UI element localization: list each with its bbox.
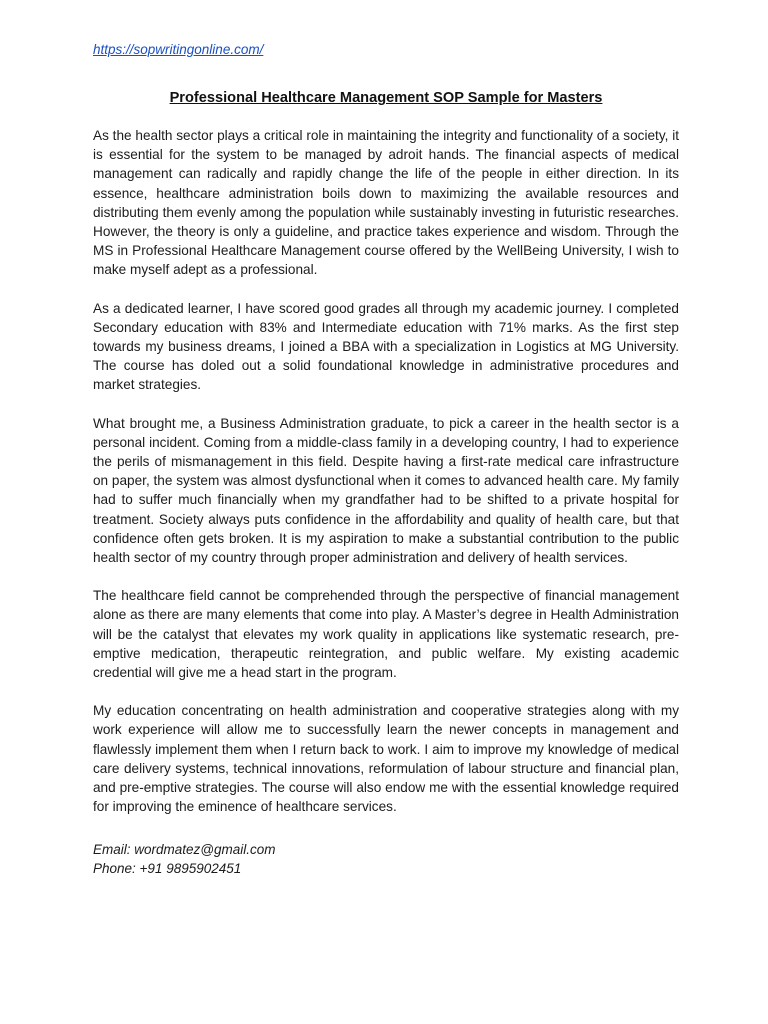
paragraph-intro: As the health sector plays a critical role in maintaining the integrity and functionality of a society, it is essential for the system to be managed by adroit hands. The financial aspects of medical management can radically and rapidly change the life of the people in either direction. In its essence, healthcare administration boils down to maximizing the available resources and distributing them evenly among the population while sustainably investing in futuristic researches. However, the theory is only a guideline, and practice takes experience and wisdom. Through the MS in Professional Healthcare Management course offered by the WellBeing University, I wish to make myself adept as a professional. [93,128,679,278]
document-body [93,126,679,817]
paragraph-academics: As a dedicated learner, I have scored good grades all through my academic journey. I completed Secondary education with 83% and Intermediate education with 71% marks. As the first step towards my business dreams, I joined a BBA with a specialization in Logistics at MG University. The course has doled out a solid foundational knowledge in administrative procedures and market strategies. [93,300,679,393]
website-link[interactable]: https://sopwritingonline.com/ [93,42,264,57]
contact-email: Email: wordmatez@gmail.com [93,841,276,857]
paragraph-motivation: What brought me, a Business Administration graduate, to pick a career in the health sector is a personal incident. Coming from a middle-class family in a developing country, I had to experience the perils of mismanagement in this field. Despite having a first-rate medical care infrastructure on paper, the system was almost dysfunctional when it comes to advanced health care. My family had to suffer much financially when my grandfather had to be shifted to a private hospital for treatment. Society always puts confidence in the affordability and quality of health care, but that confidence often gets broken. It is my aspiration to make a substantial contribution to the public health sector of my country through proper administration and delivery of health services. [93,415,679,566]
paragraph-goals: My education concentrating on health administration and cooperative strategies along with my work experience will allow me to successfully learn the newer concepts in management and flawlessly implement them when I return back to work. I aim to improve my knowledge of medical care delivery systems, technical innovations, reformulation of labour structure and financial plan, and pre-emptive strategies. The course will also endow me with the essential knowledge required for improving the eminence of healthcare services. [93,703,679,815]
document-title: Professional Healthcare Management SOP Sample for Masters [169,90,603,106]
paragraph-degree-value: The healthcare field cannot be comprehended through the perspective of financial management alone as there are many elements that come into play. A Master’s degree in Health Administration will be the catalyst that elevates my work quality in applications like systematic research, pre-emptive medication, therapeutic reintegration, and public welfare. My existing academic credential will give me a head start in the program. [93,588,679,681]
contact-phone: Phone: +91 9895902451 [93,860,242,876]
contact-block [93,840,679,878]
document-page [93,40,679,878]
